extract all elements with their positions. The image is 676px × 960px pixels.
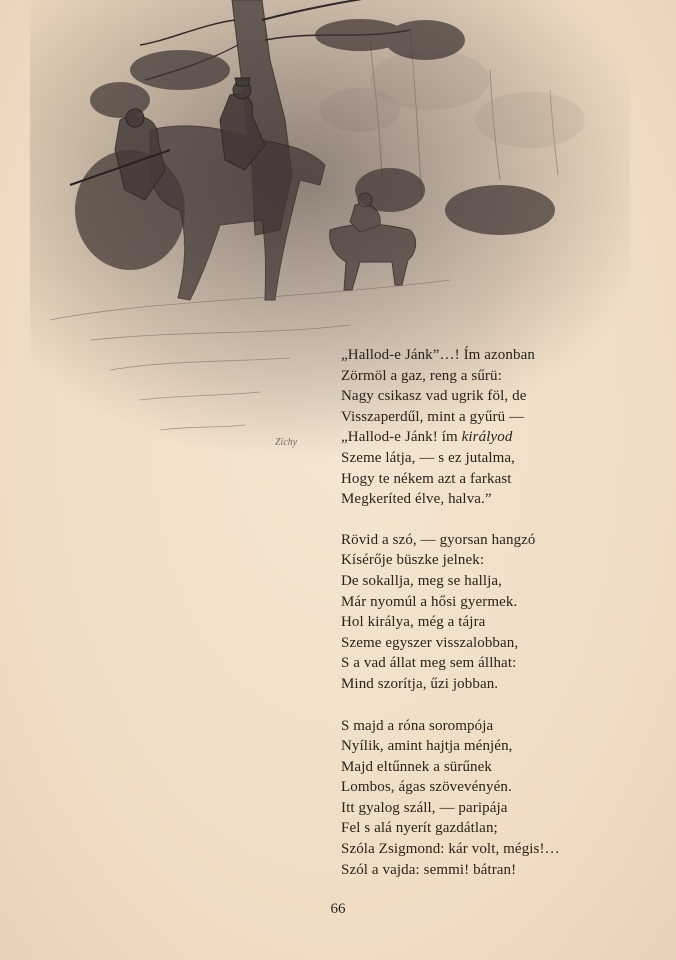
poem-line: Hol királya, még a tájra <box>341 614 486 631</box>
stanza-3 <box>341 716 661 881</box>
italic-word: királyod <box>461 429 513 446</box>
poem-line-start: „Hallod-e Jánk! ím <box>341 429 462 446</box>
poem-line: Már nyomúl a hősi gyermek. <box>341 593 518 610</box>
page-number: 66 <box>330 901 346 917</box>
poem-line: Hogy te nékem azt a farkast <box>341 470 512 487</box>
poem-line: Mind szorítja, űzi jobban. <box>341 675 499 692</box>
poem-line: Szeme egyszer visszalobban, <box>341 634 519 651</box>
poem-line: S a vad állat meg sem állhat: <box>341 655 517 672</box>
poem-line: Itt gyalog száll, — paripája <box>341 799 508 816</box>
poem-line: Megkeríted élve, halva.” <box>341 491 492 508</box>
poem-line: Majd eltűnnek a sürűnek <box>341 758 493 775</box>
poem-line: Zörmöl a gaz, reng a sűrü: <box>341 367 502 384</box>
poem-line: Rövid a szó, — gyorsan hangzó <box>341 531 536 548</box>
poem-line <box>341 427 661 448</box>
engraver-signature: Zichy <box>275 437 298 448</box>
poem-line: Fel s alá nyerít gazdátlan; <box>341 820 498 837</box>
poem-line: S majd a róna sorompója <box>341 717 494 734</box>
poem-line: Szóla Zsigmond: kár volt, mégis!… <box>341 841 560 858</box>
poem-line: Kísérője büszke jelnek: <box>341 552 485 569</box>
stanza-1 <box>341 345 661 510</box>
poem-line: De sokallja, meg se hallja, <box>341 572 502 589</box>
poem-line: Visszaperdűl, mint a gyűrü — <box>341 408 525 425</box>
poem-line: Szeme látja, — s ez jutalma, <box>341 449 515 466</box>
poem-line: Nagy csikasz vad ugrik föl, de <box>341 388 527 405</box>
poem-line: Nyílik, amint hajtja ménjén, <box>341 738 513 755</box>
poem-line: Lombos, ágas szövevényén. <box>341 779 512 796</box>
stanza-2 <box>341 530 661 695</box>
poem <box>341 345 661 900</box>
poem-line: Szól a vajda: semmi! bátran! <box>341 861 517 878</box>
poem-line: „Hallod-e Jánk”…! Ím azonban <box>341 347 535 363</box>
